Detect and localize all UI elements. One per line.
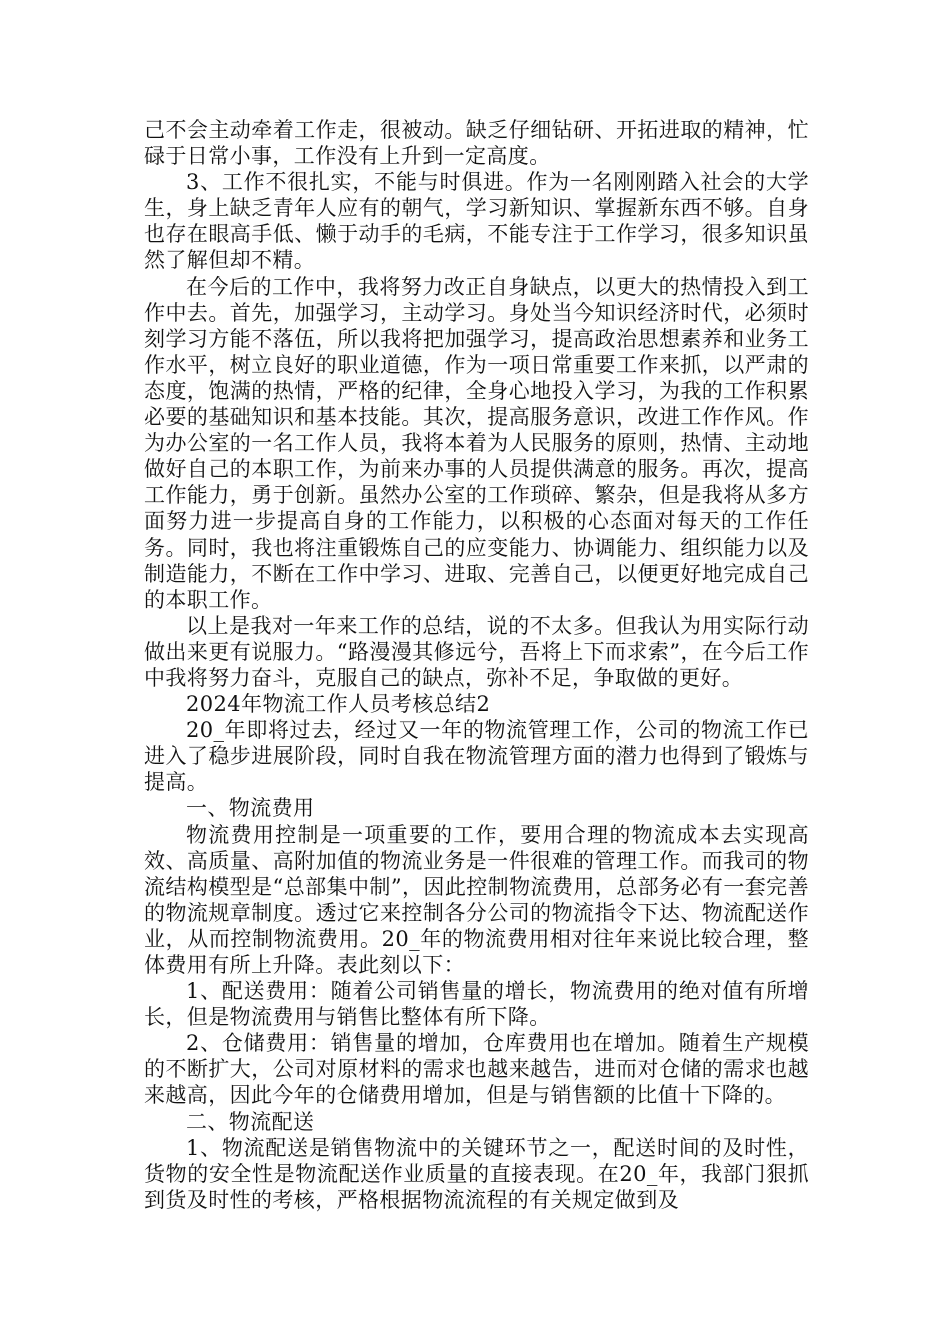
paragraph-delivery-cost: 1、配送费用：随着公司销售量的增长，物流费用的绝对值有所增长，但是物流费用与销售比整体有所下降。 xyxy=(144,979,809,1030)
document-body xyxy=(144,117,809,1213)
heading-logistics-cost: 一、物流费用 xyxy=(186,796,315,821)
paragraph-shortcoming-3: 3、工作不很扎实，不能与时俱进。作为一名刚刚踏入社会的大学生，身上缺乏青年人应有的朝气，学习新知识、掌握新东西不够。自身也存在眼高手低、懒于动手的毛病，不能专注于工作学习，很多知识虽然了解但却不精。 xyxy=(144,170,809,273)
paragraph-intro: 20_年即将过去，经过又一年的物流管理工作，公司的物流工作已进入了稳步进展阶段，同时自我在物流管理方面的潜力也得到了锻炼与提高。 xyxy=(144,718,809,795)
paragraph-delivery-timeliness: 1、物流配送是销售物流中的关键环节之一，配送时间的及时性，货物的安全性是物流配送作业质量的直接表现。在20_年，我部门狠抓到货及时性的考核，严格根据物流流程的有关规定做到及 xyxy=(144,1135,809,1212)
section-title: 2024年物流工作人员考核总结2 xyxy=(186,692,491,717)
paragraph-storage-cost: 2、仓储费用：销售量的增加，仓库费用也在增加。随着生产规模的不断扩大，公司对原材料的需求也越来越告，进而对仓储的需求也越来越高，因此今年的仓储费用增加，但是与销售额的比值十下降的。 xyxy=(144,1031,809,1108)
paragraph-closing: 以上是我对一年来工作的总结，说的不太多。但我认为用实际行动做出来更有说服力。“路漫漫其修远兮，吾将上下而求索”，在今后工作中我将努力奋斗，克服自己的缺点，弥补不足，争取做的更好。 xyxy=(144,613,809,690)
paragraph-continued: 己不会主动牵着工作走，很被动。缺乏仔细钻研、开拓进取的精神，忙碌于日常小事，工作没有上升到一定高度。 xyxy=(144,118,809,169)
paragraph-cost-control: 物流费用控制是一项重要的工作，要用合理的物流成本去实现高效、高质量、高附加值的物流业务是一件很难的管理工作。而我司的物流结构模型是“总部集中制”，因此控制物流费用，总部务必有一套完善的物流规章制度。透过它来控制各分公司的物流指令下达、物流配送作业，从而控制物流费用。20_年的物流费用相对往年来说比较合理，整体费用有所上升降。表此刻以下： xyxy=(144,822,809,977)
paragraph-improvement-plan: 在今后的工作中，我将努力改正自身缺点，以更大的热情投入到工作中去。首先，加强学习，主动学习。身处当今知识经济时代，必须时刻学习方能不落伍，所以我将把加强学习，提高政治思想素养和业务工作水平，树立良好的职业道德，作为一项日常重要工作来抓，以严肃的态度，饱满的热情，严格的纪律，全身心地投入学习，为我的工作积累必要的基础知识和基本技能。其次，提高服务意识，改进工作作风。作为办公室的一名工作人员，我将本着为人民服务的原则，热情、主动地做好自己的本职工作，为前来办事的人员提供满意的服务。再次，提高工作能力，勇于创新。虽然办公室的工作琐碎、繁杂，但是我将从多方面努力进一步提高自身的工作能力，以积极的心态面对每天的工作任务。同时，我也将注重锻炼自己的应变能力、协调能力、组织能力以及制造能力，不断在工作中学习、进取、完善自己，以便更好地完成自己的本职工作。 xyxy=(144,274,809,612)
heading-logistics-delivery: 二、物流配送 xyxy=(186,1109,315,1134)
